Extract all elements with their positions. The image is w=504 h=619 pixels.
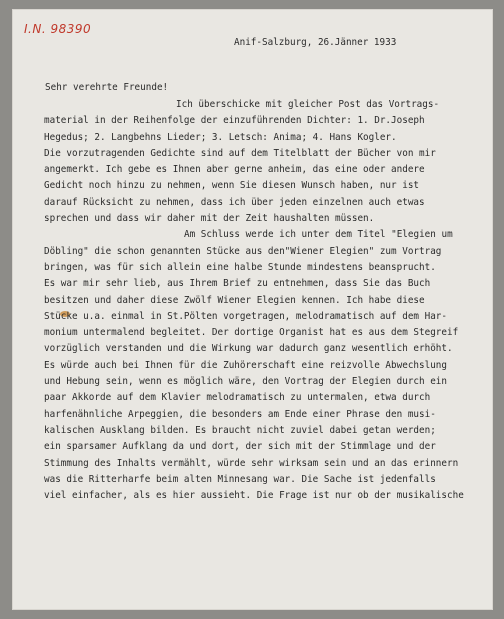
text-line: Es war mir sehr lieb, aus Ihrem Brief zu entnehmen, dass Sie das Buch [44,278,431,290]
text-line: bringen, was für sich allein eine halbe Stunde mindestens beansprucht. [44,261,436,273]
text-line: und Hebung sein, wenn es möglich wäre, den Vortrag der Elegien durch ein [44,376,447,388]
text-line: Am Schluss werde ich unter dem Titel "Elegien um [184,229,453,241]
text-line: harfenähnliche Arpeggien, die besonders am Ende einer Phrase den musi- [44,408,436,420]
text-line: Es würde auch bei Ihnen für die Zuhörerschaft eine reizvolle Abwechslung [44,359,447,371]
text-line: monium untermalend begleitet. Der dortige Organist hat es aus dem Stegreif [44,327,459,339]
text-line: kalischen Ausklang bilden. Es braucht nicht zuviel dabei getan werden; [44,424,436,436]
text-line: Stimmung des Inhalts vermählt, würde sehr wirksam sein und an das erinnern [44,457,459,469]
text-line: Die vorzutragenden Gedichte sind auf dem Titelblatt der Bücher von mir [44,147,436,159]
archive-number: I.N. 98390 [24,22,92,36]
text-line: sprechen und dass wir daher mit der Zeit haushalten müssen. [44,213,375,225]
text-line: vorzüglich verstanden und die Wirkung war dadurch ganz wesentlich erhöht. [44,343,453,355]
salutation: Sehr verehrte Freunde! [45,82,169,93]
text-line: Döbling" die schon genannten Stücke aus den"Wiener Elegien" zum Vortrag [44,245,442,257]
text-line: viel einfacher, als es hier aussieht. Die Frage ist nur ob der musikalische [44,490,464,502]
text-line: darauf Rücksicht zu nehmen, dass ich über jeden einzelnen auch etwas [44,196,425,208]
text-line: Hegedus; 2. Langbehns Lieder; 3. Letsch: Anima; 4. Hans Kogler. [44,131,397,143]
text-line: Stücke u.a. einmal in St.Pölten vorgetragen, melodramatisch auf dem Har- [44,310,447,322]
letter-body [44,97,464,504]
text-line: material in der Reihenfolge der einzuführenden Dichter: 1. Dr.Joseph [44,115,425,127]
text-line: besitzen und daher diese Zwölf Wiener Elegien kennen. Ich habe diese [44,294,425,306]
text-line: Ich überschicke mit gleicher Post das Vortrags- [176,99,440,110]
dateline: Anif-Salzburg, 26.Jänner 1933 [234,37,397,48]
text-line: was die Ritterharfe beim alten Minnesang war. Die Sache ist jedenfalls [44,473,436,485]
text-line: paar Akkorde auf dem Klavier melodramatisch zu untermalen, etwa durch [44,392,431,404]
text-line: Gedicht noch hinzu zu nehmen, wenn Sie diesen Wunsch haben, nur ist [44,180,420,192]
text-line: angemerkt. Ich gebe es Ihnen aber gerne anheim, das eine oder andere [44,164,425,176]
text-line: ein sparsamer Aufklang da und dort, der sich mit der Stimmlage und der [44,441,436,453]
